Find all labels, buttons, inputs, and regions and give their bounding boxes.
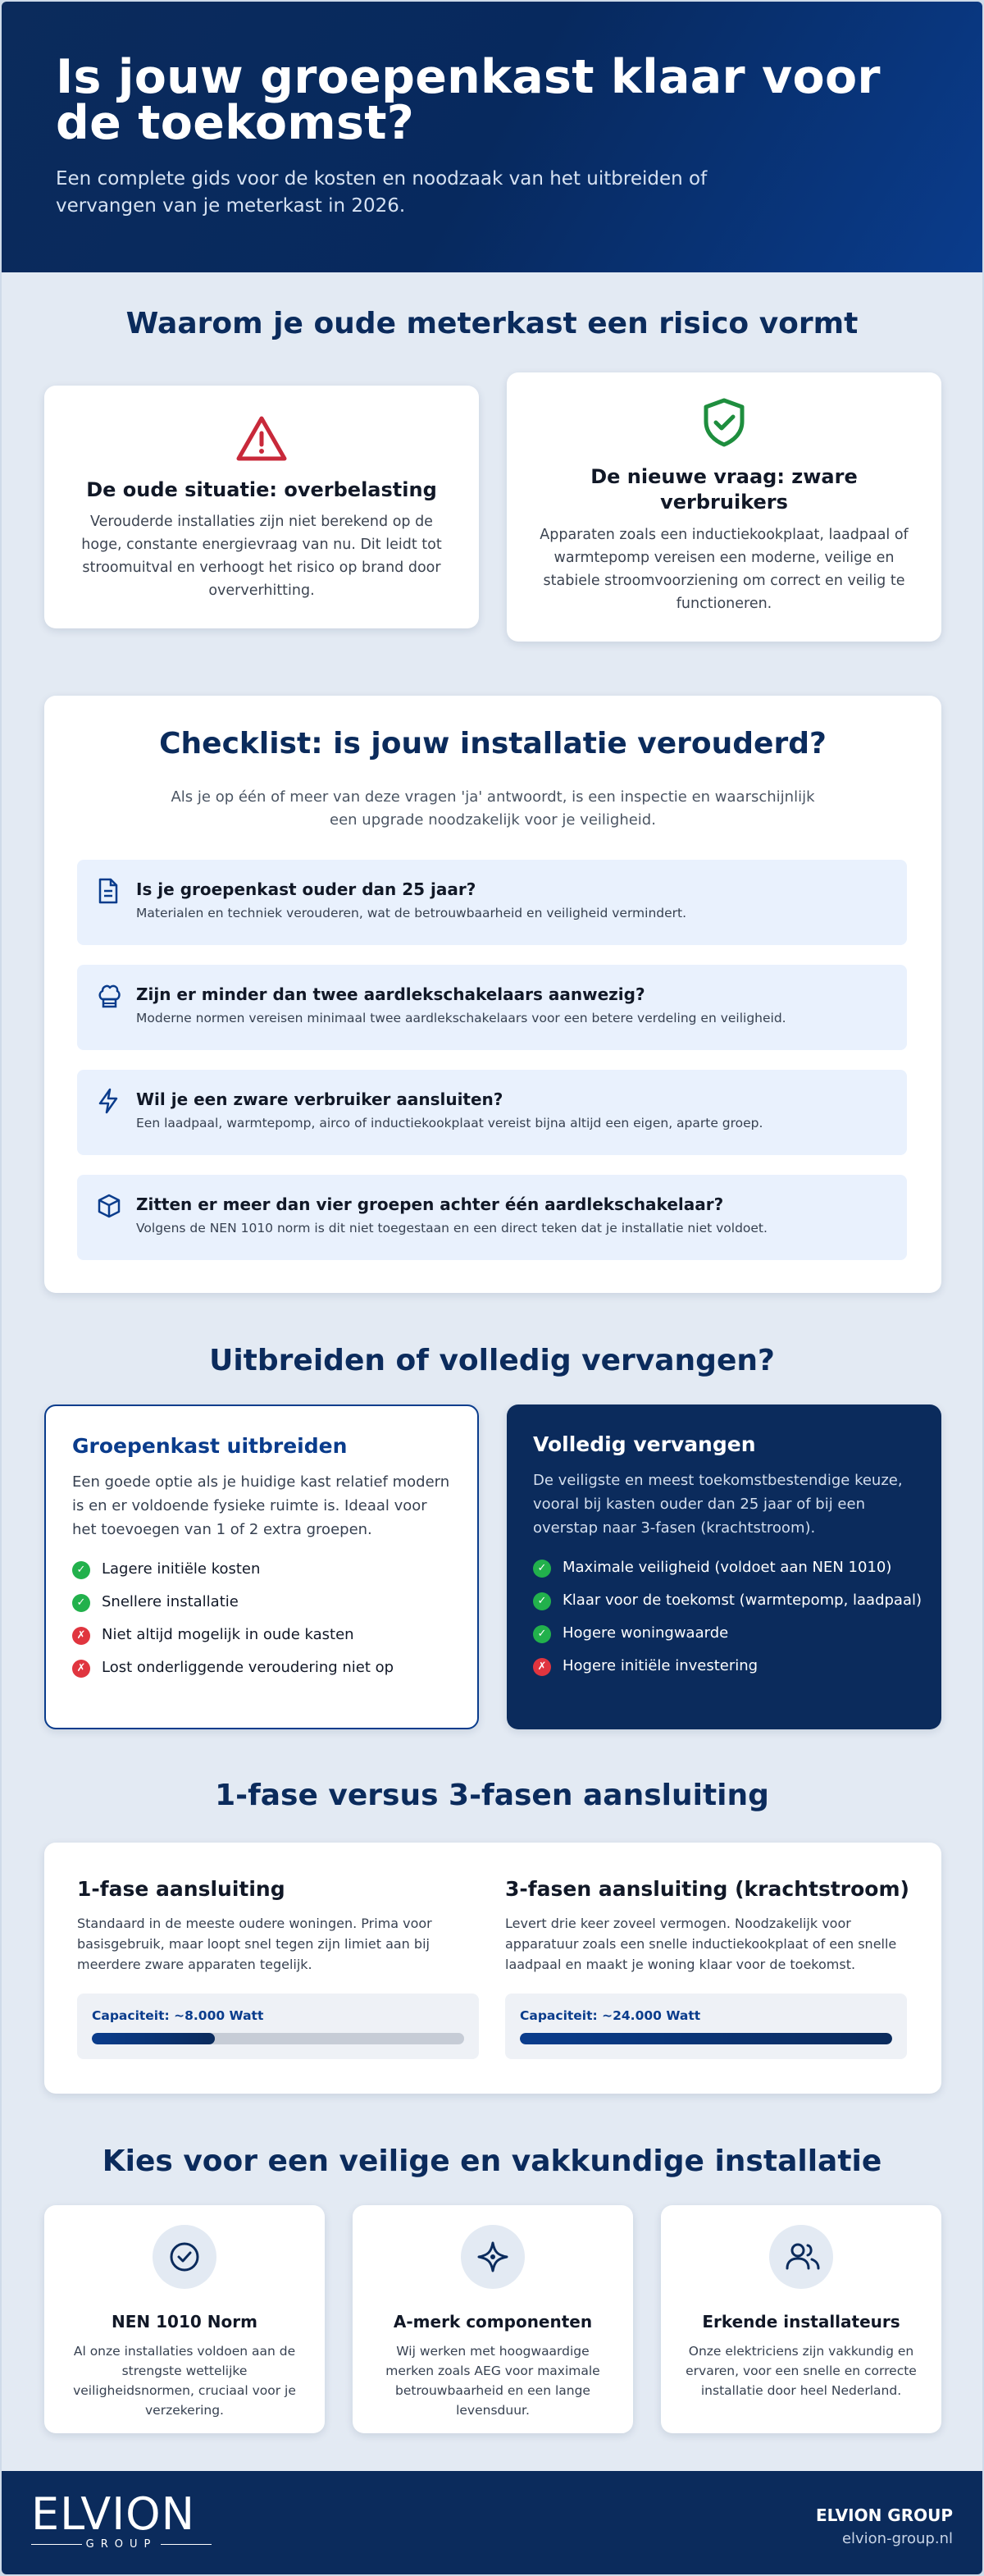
phase-comparison-card xyxy=(44,1843,941,2094)
check-badge-icon: ✓ xyxy=(533,1560,551,1578)
risk-card-new-title: De nieuwe vraag: zware verbruikers xyxy=(590,465,858,514)
checklist-explanation: Materialen en techniek verouderen, wat de betrouwbaarheid en veiligheid vermindert. xyxy=(136,906,687,920)
pro-item: ✓ Snellere installatie xyxy=(72,1590,458,1614)
checklist-question: Zitten er meer dan vier groepen achter één aardlekschakelaar? xyxy=(136,1194,724,1214)
con-item: ✗ Hogere initiële investering xyxy=(533,1654,922,1678)
risk-card-old-text: Verouderde installaties zijn niet berekend op de hoge, constante energievraag van nu. Dit leidt tot stroomuitval en verhoogt het risico op brand door oververhitting. xyxy=(81,514,442,599)
checklist-card xyxy=(44,696,941,1293)
phase-one-text: Standaard in de meeste oudere woningen. Prima voor basisgebruik, maar loopt snel tegen zijn limiet aan bij meerdere zware apparaten tegelijk. xyxy=(77,1916,432,1972)
checklist-item xyxy=(77,965,907,1050)
cross-badge-icon: ✗ xyxy=(72,1660,90,1678)
capacity-track xyxy=(520,2033,892,2044)
checklist-question: Zijn er minder dan twee aardlekschakelaars aanwezig? xyxy=(136,984,645,1004)
chef-hat-icon xyxy=(97,983,121,1012)
feature-text: Al onze installaties voldoen aan de strengste wettelijke veiligheidsnormen, cruciaal voor je verzekering. xyxy=(73,2344,296,2418)
check-circle-icon xyxy=(153,2225,216,2289)
checklist-intro: Als je op één of meer van deze vragen 'ja' antwoordt, is een inspectie en waarschijnlijk een upgrade noodzakelijk voor je veiligheid. xyxy=(171,788,815,829)
feature-text: Wij werken met hoogwaardige merken zoals AEG voor maximale betrouwbaarheid en een lange levensduur. xyxy=(385,2344,600,2418)
feature-title: A-merk componenten xyxy=(393,2312,593,2332)
phase-three-capacity xyxy=(505,1994,907,2059)
lightning-icon xyxy=(97,1088,120,1117)
check-badge-icon: ✓ xyxy=(72,1594,90,1612)
cross-badge-icon: ✗ xyxy=(533,1658,551,1676)
pro-item: ✓ Lagere initiële kosten xyxy=(72,1557,458,1581)
option-replace-title: Volledig vervangen xyxy=(533,1432,756,1456)
feature-card xyxy=(44,2205,325,2433)
pro-item: ✓ Maximale veiligheid (voldoet aan NEN 1010) xyxy=(533,1555,922,1579)
checklist-explanation: Moderne normen vereisen minimaal twee aardlekschakelaars voor een betere verdeling en veiligheid. xyxy=(136,1011,786,1025)
warning-triangle-icon xyxy=(235,415,288,466)
footer xyxy=(2,2471,982,2574)
option-extend-list xyxy=(72,1557,458,1688)
cross-badge-icon: ✗ xyxy=(72,1627,90,1645)
checklist-item xyxy=(77,1070,907,1155)
capacity-fill xyxy=(520,2033,892,2044)
checklist-title: Checklist: is jouw installatie verouderd? xyxy=(159,727,827,760)
phase-one-capacity xyxy=(77,1994,479,2059)
page-title: Is jouw groepenkast klaar voor de toekomst? xyxy=(56,50,881,150)
logo-subtitle: GROUP xyxy=(85,2538,157,2551)
option-extend-text: Een goede optie als je huidige kast relatief modern is en er voldoende fysieke ruimte is. Ideaal voor het toevoegen van 1 of 2 extra groepen. xyxy=(72,1473,450,1538)
phase-three-title: 3-fasen aansluiting (krachtstroom) xyxy=(505,1877,909,1901)
page-subtitle: Een complete gids voor de kosten en noodzaak van het uitbreiden of vervangen van je meterkast in 2026. xyxy=(56,168,708,217)
checklist-question: Is je groepenkast ouder dan 25 jaar? xyxy=(136,879,476,899)
hero-banner xyxy=(2,2,982,272)
document-icon xyxy=(97,878,120,907)
check-badge-icon: ✓ xyxy=(533,1592,551,1610)
con-item: ✗ Niet altijd mogelijk in oude kasten xyxy=(72,1623,458,1647)
capacity-fill xyxy=(92,2033,215,2044)
feature-card xyxy=(353,2205,633,2433)
phase-one-title: 1-fase aansluiting xyxy=(77,1877,285,1901)
shield-check-icon xyxy=(701,397,747,451)
footer-company-name: ELVION GROUP xyxy=(816,2505,953,2525)
checklist-explanation: Een laadpaal, warmtepomp, airco of inductiekookplaat vereist bijna altijd een eigen, aparte groep. xyxy=(136,1116,763,1130)
risk-card-new xyxy=(507,372,941,642)
options-section-title: Uitbreiden of volledig vervangen? xyxy=(209,1344,775,1377)
con-item: ✗ Lost onderliggende veroudering niet op xyxy=(72,1656,458,1679)
phase-three-text: Levert drie keer zoveel vermogen. Noodzakelijk voor apparatuur zoals een snelle inductiekookplaat of een snelle laadpaal en maakt je woning klaar voor de toekomst. xyxy=(505,1916,897,1972)
checklist-item xyxy=(77,1175,907,1260)
sparkle-icon xyxy=(461,2225,525,2289)
option-replace-list xyxy=(533,1555,922,1687)
option-card-replace xyxy=(507,1404,941,1729)
capacity-track xyxy=(92,2033,464,2044)
phase-three-capacity-label: Capaciteit: ~24.000 Watt xyxy=(520,2008,701,2023)
checklist-item xyxy=(77,860,907,945)
risk-card-old xyxy=(44,386,479,628)
feature-text: Onze elektriciens zijn vakkundig en ervaren, voor een snelle en correcte installatie door heel Nederland. xyxy=(686,2344,917,2398)
pro-item: ✓ Klaar voor de toekomst (warmtepomp, laadpaal) xyxy=(533,1588,922,1612)
features-section-title: Kies voor een veilige en vakkundige installatie xyxy=(102,2144,882,2178)
infographic-page xyxy=(2,2,982,2574)
phases-section-title: 1-fase versus 3-fasen aansluiting xyxy=(215,1779,769,1812)
feature-title: Erkende installateurs xyxy=(702,2312,900,2332)
checklist-question: Wil je een zware verbruiker aansluiten? xyxy=(136,1089,503,1109)
option-card-extend xyxy=(44,1404,479,1729)
footer-website-link[interactable]: elvion-group.nl xyxy=(841,2530,953,2547)
feature-card xyxy=(661,2205,941,2433)
option-replace-text: De veiligste en meest toekomstbestendige keuze, vooral bij kasten ouder dan 25 jaar of bij een overstap naar 3-fasen (krachtstroom). xyxy=(533,1472,903,1537)
check-badge-icon: ✓ xyxy=(72,1561,90,1579)
pro-item: ✓ Hogere woningwaarde xyxy=(533,1621,922,1645)
option-extend-title: Groepenkast uitbreiden xyxy=(72,1434,348,1458)
risk-card-old-title: De oude situatie: overbelasting xyxy=(86,478,437,501)
risk-section-title: Waarom je oude meterkast een risico vormt xyxy=(125,307,859,340)
users-icon xyxy=(769,2225,833,2289)
box-icon xyxy=(97,1193,121,1222)
checklist-explanation: Volgens de NEN 1010 norm is dit niet toegestaan en een direct teken dat je installatie niet voldoet. xyxy=(136,1221,768,1235)
risk-card-new-text: Apparaten zoals een inductiekookplaat, laadpaal of warmtepomp vereisen een moderne, veilige en stabiele stroomvoorziening om correct en veilig te functioneren. xyxy=(540,527,909,612)
check-badge-icon: ✓ xyxy=(533,1625,551,1643)
feature-title: NEN 1010 Norm xyxy=(112,2312,257,2332)
logo-rule xyxy=(161,2544,212,2545)
logo-wordmark: ELVION xyxy=(31,2488,196,2540)
phase-one-capacity-label: Capaciteit: ~8.000 Watt xyxy=(92,2008,264,2023)
